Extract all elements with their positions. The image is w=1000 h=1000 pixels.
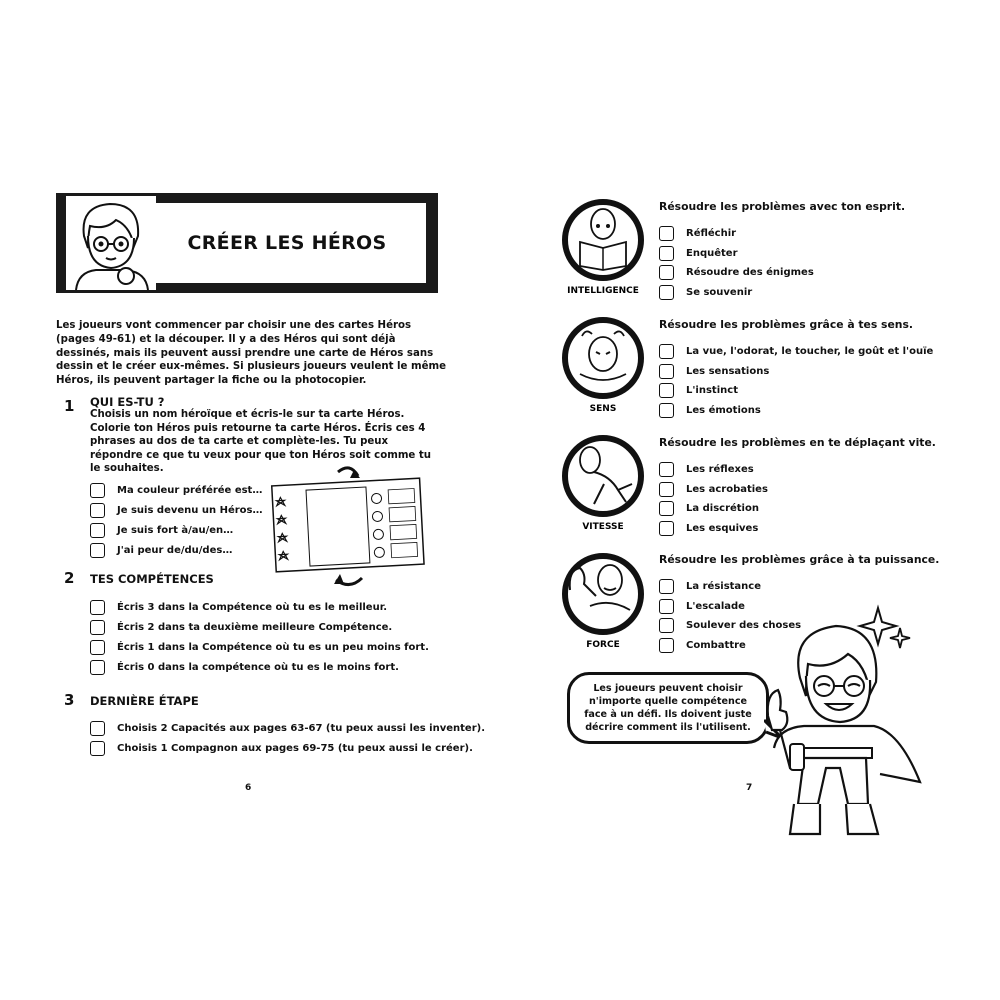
checkbox[interactable] — [659, 482, 674, 497]
checkbox[interactable] — [659, 265, 674, 280]
intelligence-emblem-icon — [560, 196, 646, 296]
list-item: La vue, l'odorat, le toucher, le goût et l'ouïe — [659, 342, 933, 362]
checklist-item: Écris 0 dans la compétence où tu es le moins fort. — [90, 657, 429, 677]
list-item: Réfléchir — [659, 224, 814, 244]
list-item: Les réflexes — [659, 460, 768, 480]
checkbox[interactable] — [659, 638, 674, 653]
list-item: Les sensations — [659, 362, 933, 382]
checklist-item: Je suis devenu un Héros… — [90, 500, 263, 520]
list-item: L'instinct — [659, 381, 933, 401]
step-3-title: DERNIÈRE ÉTAPE — [90, 694, 199, 708]
checklist-item: J'ai peur de/du/des… — [90, 540, 263, 560]
vitesse-title: Résoudre les problèmes en te déplaçant vite. — [659, 436, 936, 449]
sens-list — [659, 342, 933, 420]
hero-card-illustration — [268, 462, 428, 592]
list-item: Les émotions — [659, 401, 933, 421]
vitesse-list — [659, 460, 768, 538]
checkbox[interactable] — [90, 483, 105, 498]
checklist-item: Ma couleur préférée est… — [90, 480, 263, 500]
checkbox[interactable] — [659, 579, 674, 594]
checkbox[interactable] — [90, 721, 105, 736]
checkbox[interactable] — [659, 403, 674, 418]
step-2-checklist — [90, 597, 429, 677]
list-item: La discrétion — [659, 499, 768, 519]
checkbox[interactable] — [659, 364, 674, 379]
step-1-number: 1 — [64, 397, 75, 415]
checkbox[interactable] — [90, 503, 105, 518]
sens-title: Résoudre les problèmes grâce à tes sens. — [659, 318, 913, 331]
emblem-label: VITESSE — [582, 522, 624, 532]
page-title: CRÉER LES HÉROS — [187, 232, 387, 254]
speech-bubble: Les joueurs peuvent choisir n'importe quelle compétence face à un défi. Ils doivent juste décrire comment ils l'utilisent. — [567, 672, 769, 744]
checkbox[interactable] — [659, 521, 674, 536]
list-item: Enquêter — [659, 244, 814, 264]
list-item: Combattre — [659, 636, 801, 656]
checkbox[interactable] — [659, 501, 674, 516]
step-1-checklist — [90, 480, 263, 560]
checkbox[interactable] — [90, 741, 105, 756]
step-3-number: 3 — [64, 691, 75, 709]
emblem-label: SENS — [589, 404, 617, 414]
list-item: L'escalade — [659, 597, 801, 617]
checkbox[interactable] — [659, 599, 674, 614]
checklist-item: Écris 1 dans la Compétence où tu es un peu moins fort. — [90, 637, 429, 657]
checkbox[interactable] — [90, 523, 105, 538]
list-item: Résoudre des énigmes — [659, 263, 814, 283]
list-item: Les acrobaties — [659, 480, 768, 500]
emblem-label: INTELLIGENCE — [567, 286, 639, 296]
list-item: Se souvenir — [659, 283, 814, 303]
step-1-description: Choisis un nom héroïque et écris-le sur ta carte Héros. Colorie ton Héros puis retourne ta carte Héros. Écris ces 4 phrases au dos de ta carte et complète-les. Tu peux répondre ce que tu veux pour que ton Héros soit comme tu le souhaites. — [90, 409, 432, 475]
step-2-title: TES COMPÉTENCES — [90, 572, 214, 586]
checklist-item: Je suis fort à/au/en… — [90, 520, 263, 540]
checkbox[interactable] — [659, 618, 674, 633]
vitesse-emblem-icon — [560, 432, 646, 532]
checkbox[interactable] — [659, 462, 674, 477]
title-box — [146, 201, 428, 285]
list-item: La résistance — [659, 577, 801, 597]
checkbox[interactable] — [659, 246, 674, 261]
checkbox[interactable] — [90, 600, 105, 615]
checkbox[interactable] — [659, 383, 674, 398]
hero-thumbs-up-illustration — [760, 598, 935, 840]
checkbox[interactable] — [90, 543, 105, 558]
checklist-item: Écris 2 dans ta deuxième meilleure Compétence. — [90, 617, 429, 637]
checkbox[interactable] — [659, 344, 674, 359]
checkbox[interactable] — [659, 226, 674, 241]
sens-emblem-icon — [560, 314, 646, 414]
emblem-label: FORCE — [586, 640, 620, 650]
list-item: Les esquives — [659, 519, 768, 539]
step-3-checklist — [90, 718, 485, 758]
list-item: Soulever des choses — [659, 616, 801, 636]
checkbox[interactable] — [90, 620, 105, 635]
intro-paragraph: Les joueurs vont commencer par choisir une des cartes Héros (pages 49-61) et la découper. Il y a des Héros qui sont déjà dessinés, mais ils peuvent aussi prendre une carte de Héros sans dessin et le créer eux-mêmes. Si plusieurs joueurs veulent le même Héros, ils peuvent partager la fiche ou la photocopier. — [56, 320, 447, 387]
page-number-right: 7 — [746, 783, 753, 793]
force-title: Résoudre les problèmes grâce à ta puissance. — [659, 553, 940, 566]
force-emblem-icon — [560, 550, 646, 650]
checklist-item: Choisis 2 Capacités aux pages 63-67 (tu peux aussi les inventer). — [90, 718, 485, 738]
intelligence-title: Résoudre les problèmes avec ton esprit. — [659, 200, 906, 213]
step-1-title: QUI ES-TU ? — [90, 395, 165, 409]
checklist-item: Écris 3 dans la Compétence où tu es le meilleur. — [90, 597, 429, 617]
checklist-item: Choisis 1 Compagnon aux pages 69-75 (tu peux aussi le créer). — [90, 738, 485, 758]
intelligence-list — [659, 224, 814, 302]
hero-avatar-icon — [66, 196, 156, 290]
checkbox[interactable] — [659, 285, 674, 300]
page-number-left: 6 — [245, 783, 252, 793]
step-2-number: 2 — [64, 569, 75, 587]
checkbox[interactable] — [90, 640, 105, 655]
checkbox[interactable] — [90, 660, 105, 675]
